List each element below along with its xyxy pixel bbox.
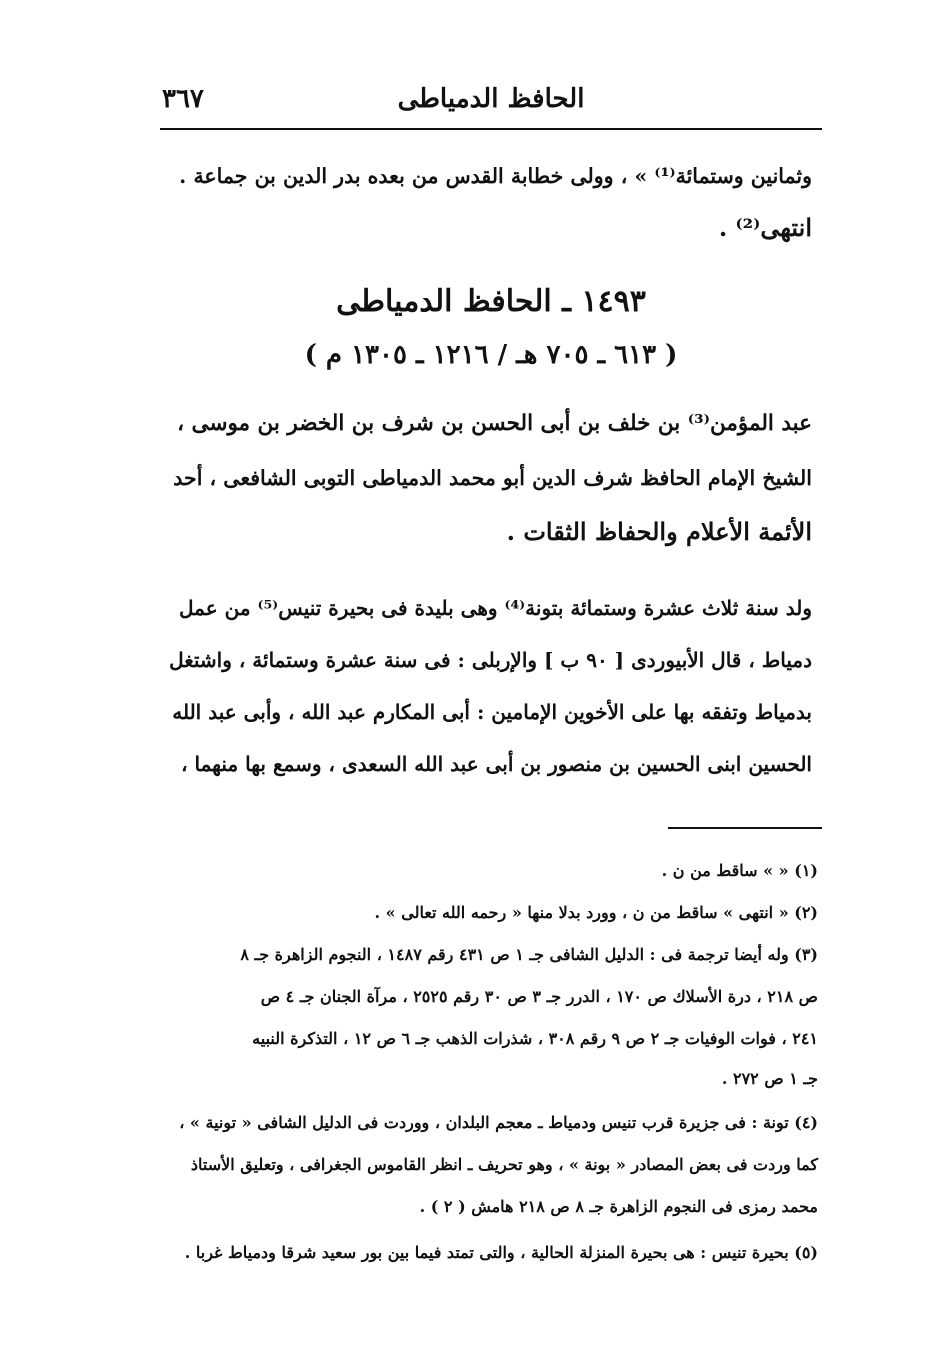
footnote-2: (٢) « انتهى » ساقط من ن ، وورد بدلا منها « رحمه الله تعالى » .: [374, 903, 818, 922]
paragraph-1-line-3: الأئمة الأعلام والحفاظ الثقات .: [506, 517, 812, 546]
intro-line-1: وثمانين وستمائة⁽¹⁾ » ، وولى خطابة القدس من بعده بدر الدين بن جماعة .: [179, 164, 812, 188]
paragraph-2-line-1: ولد سنة ثلاث عشرة وستمائة بتونة⁽⁴⁾ وهى بليدة فى بحيرة تنيس⁽⁵⁾ من عمل: [179, 596, 812, 620]
footnote-3-line-4: جـ ١ ص ٢٧٢ .: [721, 1069, 818, 1088]
page-header: [162, 80, 820, 120]
biography-title: ١٤٩٣ ـ الحافظ الدمياطى: [336, 284, 646, 319]
paragraph-2-line-2: دمياط ، قال الأبيوردى [ ٩٠ ب ] والإربلى : فى سنة عشرة وستمائة ، واشتغل: [169, 648, 812, 672]
page-number: ٣٦٧: [162, 84, 204, 114]
paragraph-2-line-4: الحسين ابنى الحسين بن منصور بن أبى عبد الله السعدى ، وسمع بها منهما ،: [181, 752, 812, 776]
footnote-3-line-3: ٢٤١ ، فوات الوفيات جـ ٢ ص ٩ رقم ٣٠٨ ، شذرات الذهب جـ ٦ ص ١٢ ، التذكرة النبيه: [252, 1029, 818, 1048]
footnote-3-line-1: (٣) وله أيضا ترجمة فى : الدليل الشافى جـ ١ ص ٤٣١ رقم ١٤٨٧ ، النجوم الزاهرة جـ ٨: [240, 945, 818, 964]
footnote-4-line-1: (٤) تونة : فى جزيرة قرب تنيس ودمياط ـ معجم البلدان ، ووردت فى الدليل الشافى « تونية » ،: [179, 1113, 818, 1132]
paragraph-1-line-1: عبد المؤمن⁽³⁾ بن خلف بن أبى الحسن بن شرف بن الخضر بن موسى ،: [177, 411, 812, 436]
footnote-1: (١) « » ساقط من ن .: [661, 861, 818, 880]
footnote-3-line-2: ص ٢١٨ ، درة الأسلاك ص ١٧٠ ، الدرر جـ ٣ ص ٣٠ رقم ٢٥٢٥ ، مرآة الجنان جـ ٤ ص: [260, 987, 818, 1006]
paragraph-1-line-2: الشيخ الإمام الحافظ شرف الدين أبو محمد الدمياطى التوبى الشافعى ، أحد: [173, 466, 812, 490]
footnote-4-line-3: محمد رمزى فى النجوم الزاهرة جـ ٨ ص ٢١٨ هامش ( ٢ ) .: [419, 1197, 818, 1216]
intro-line-2: انتهى⁽²⁾ .: [718, 213, 812, 242]
footnote-5: (٥) بحيرة تنيس : هى بحيرة المنزلة الحالية ، والتى تمتد فيما بين بور سعيد شرقا ودمياط غربا .: [184, 1243, 818, 1262]
footnote-divider: [668, 827, 822, 829]
footnote-4-line-2: كما وردت فى بعض المصادر « بونة » ، وهو تحريف ـ انظر القاموس الجغرافى ، وتعليق الأستاذ: [190, 1155, 818, 1174]
running-title: الحافظ الدمياطى: [397, 84, 585, 114]
paragraph-2-line-3: بدمياط وتفقه بها على الأخوين الإمامين : أبى المكارم عبد الله ، وأبى عبد الله: [172, 700, 812, 724]
header-divider: [160, 128, 822, 130]
biography-dates: ( ٦١٣ ـ ٧٠٥ هـ / ١٢١٦ ـ ١٣٠٥ م ): [304, 340, 678, 370]
